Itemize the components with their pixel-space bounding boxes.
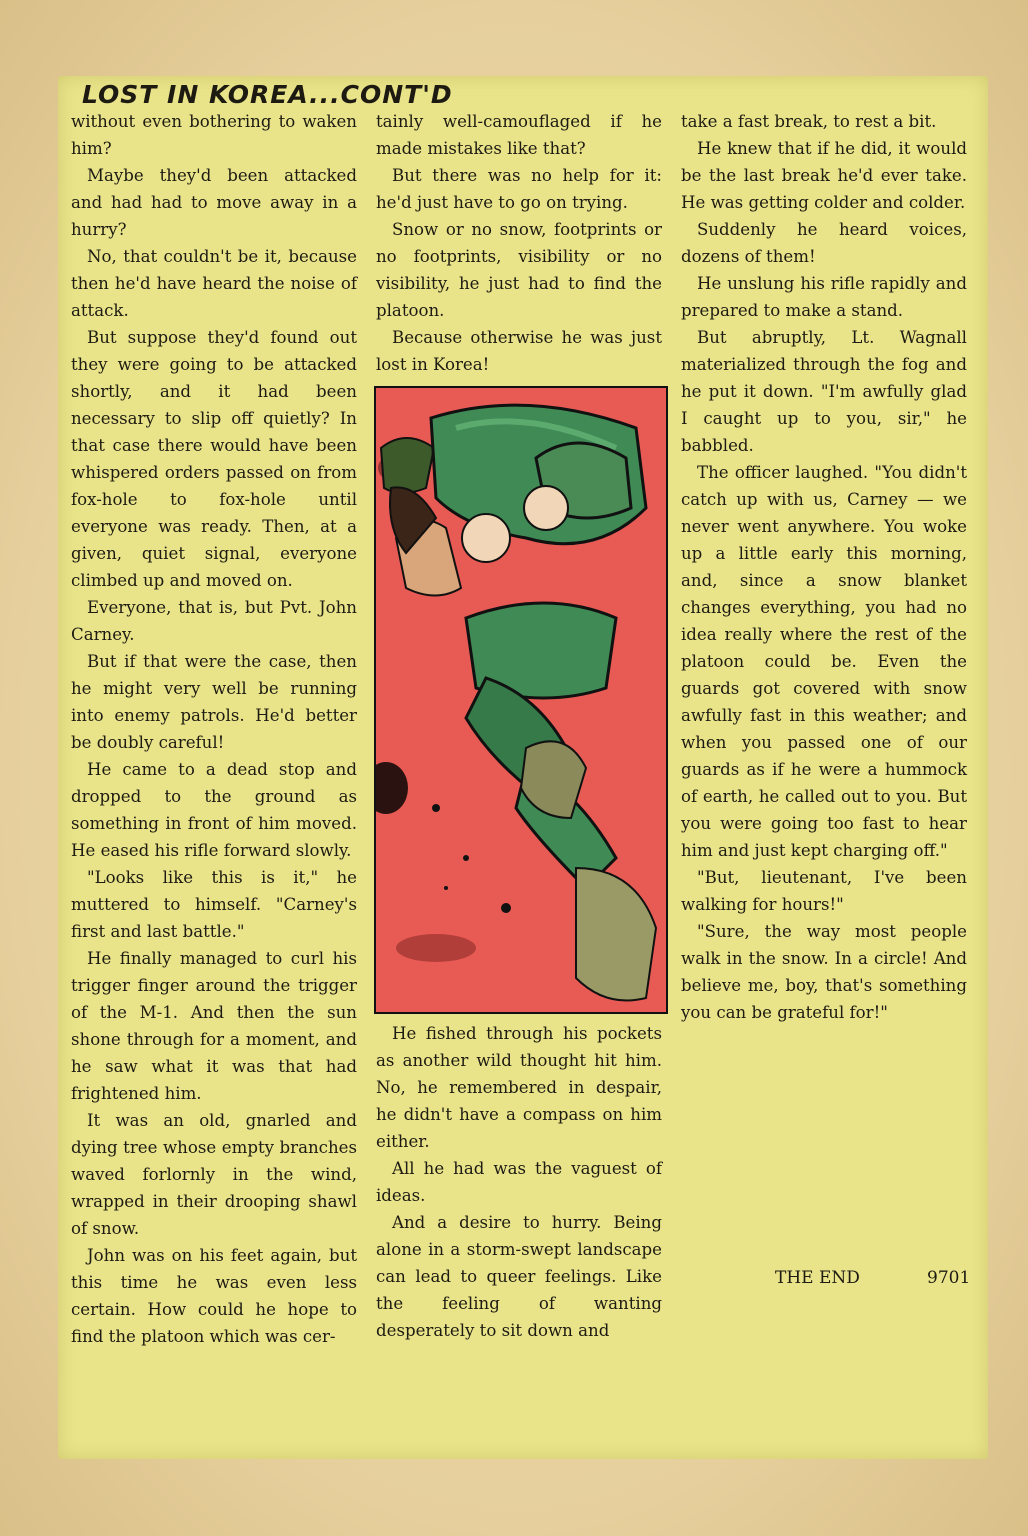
paragraph: But if that were the case, then he might very well be running into enemy patrols. He'd better be doubly careful! [71, 652, 357, 752]
column-3 [681, 108, 967, 1026]
paragraph: "Sure, the way most people walk in the snow. In a circle! And believe me, boy, that's something you can be grateful for!" [681, 922, 967, 1022]
page-code: 9701 [927, 1268, 971, 1288]
story-header: LOST IN KOREA...CONT'D [82, 80, 453, 109]
paragraph: Snow or no snow, footprints or no footprints, visibility or no visibility, he just had to find the platoon. [376, 220, 662, 320]
paragraph: He knew that if he did, it would be the last break he'd ever take. He was getting colder and colder. [681, 139, 967, 212]
paragraph: But there was no help for it: he'd just have to go on trying. [376, 166, 662, 212]
paragraph: No, that couldn't be it, because then he'd have heard the noise of attack. [71, 247, 357, 320]
paragraph: But abruptly, Lt. Wagnall materialized through the fog and he put it down. "I'm awfully glad I caught up to you, sir," he babbled. [681, 328, 967, 455]
column-2 [376, 108, 662, 378]
column-1 [71, 108, 357, 1350]
paragraph: It was an old, gnarled and dying tree whose empty branches waved forlornly in the wind, wrapped in their drooping shawl of snow. [71, 1111, 357, 1238]
the-end-label: THE END [775, 1268, 860, 1288]
column-2-lower [376, 1020, 662, 1344]
paragraph: "But, lieutenant, I've been walking for hours!" [681, 868, 967, 914]
paragraph: But suppose they'd found out they were going to be attacked shortly, and it had been necessary to slip off quietly? In that case there would have been whispered orders passed on from fox-hole to fox-hole until everyone was ready. Then, at a given, quiet signal, everyone climbed up and moved on. [71, 328, 357, 590]
illustration-art [376, 388, 666, 1012]
paragraph: John was on his feet again, but this time he was even less certain. How could he hope to find the platoon which was cer- [71, 1246, 357, 1346]
paragraph: take a fast break, to rest a bit. [681, 112, 937, 131]
paragraph: Maybe they'd been attacked and had had to move away in a hurry? [71, 166, 357, 239]
paragraph: The officer laughed. "You didn't catch up with us, Carney — we never went anywhere. You woke up a little early this morning, and, since a snow blanket changes everything, you had no idea really where the rest of the platoon could be. Even the guards got covered with snow awfully fast in this weather; and when you passed one of our guards as if he were a hummock of earth, he called out to you. But you were going too fast to hear him and just kept charging off." [681, 463, 967, 860]
paragraph: He fished through his pockets as another wild thought hit him. No, he remembered in despair, he didn't have a compass on him either. [376, 1024, 662, 1151]
paragraph: Because otherwise he was just lost in Korea! [376, 328, 662, 374]
illustration-soldiers-struggle [374, 386, 668, 1014]
paragraph: He came to a dead stop and dropped to the ground as something in front of him moved. He eased his rifle forward slowly. [71, 760, 357, 860]
paragraph: He finally managed to curl his trigger finger around the trigger of the M-1. And then the sun shone through for a moment, and he saw what it was that had frightened him. [71, 949, 357, 1103]
paragraph: And a desire to hurry. Being alone in a storm-swept landscape can lead to queer feelings. Like the feeling of wanting desperately to sit down and [376, 1213, 662, 1340]
paragraph: "Looks like this is it," he muttered to himself. "Carney's first and last battle." [71, 868, 357, 941]
paragraph: He unslung his rifle rapidly and prepared to make a stand. [681, 274, 967, 320]
paragraph: Suddenly he heard voices, dozens of them! [681, 220, 967, 266]
paragraph: tainly well-camouflaged if he made mistakes like that? [376, 112, 662, 158]
paragraph: Everyone, that is, but Pvt. John Carney. [71, 598, 357, 644]
paragraph: All he had was the vaguest of ideas. [376, 1159, 662, 1205]
paragraph: without even bothering to waken him? [71, 112, 357, 158]
